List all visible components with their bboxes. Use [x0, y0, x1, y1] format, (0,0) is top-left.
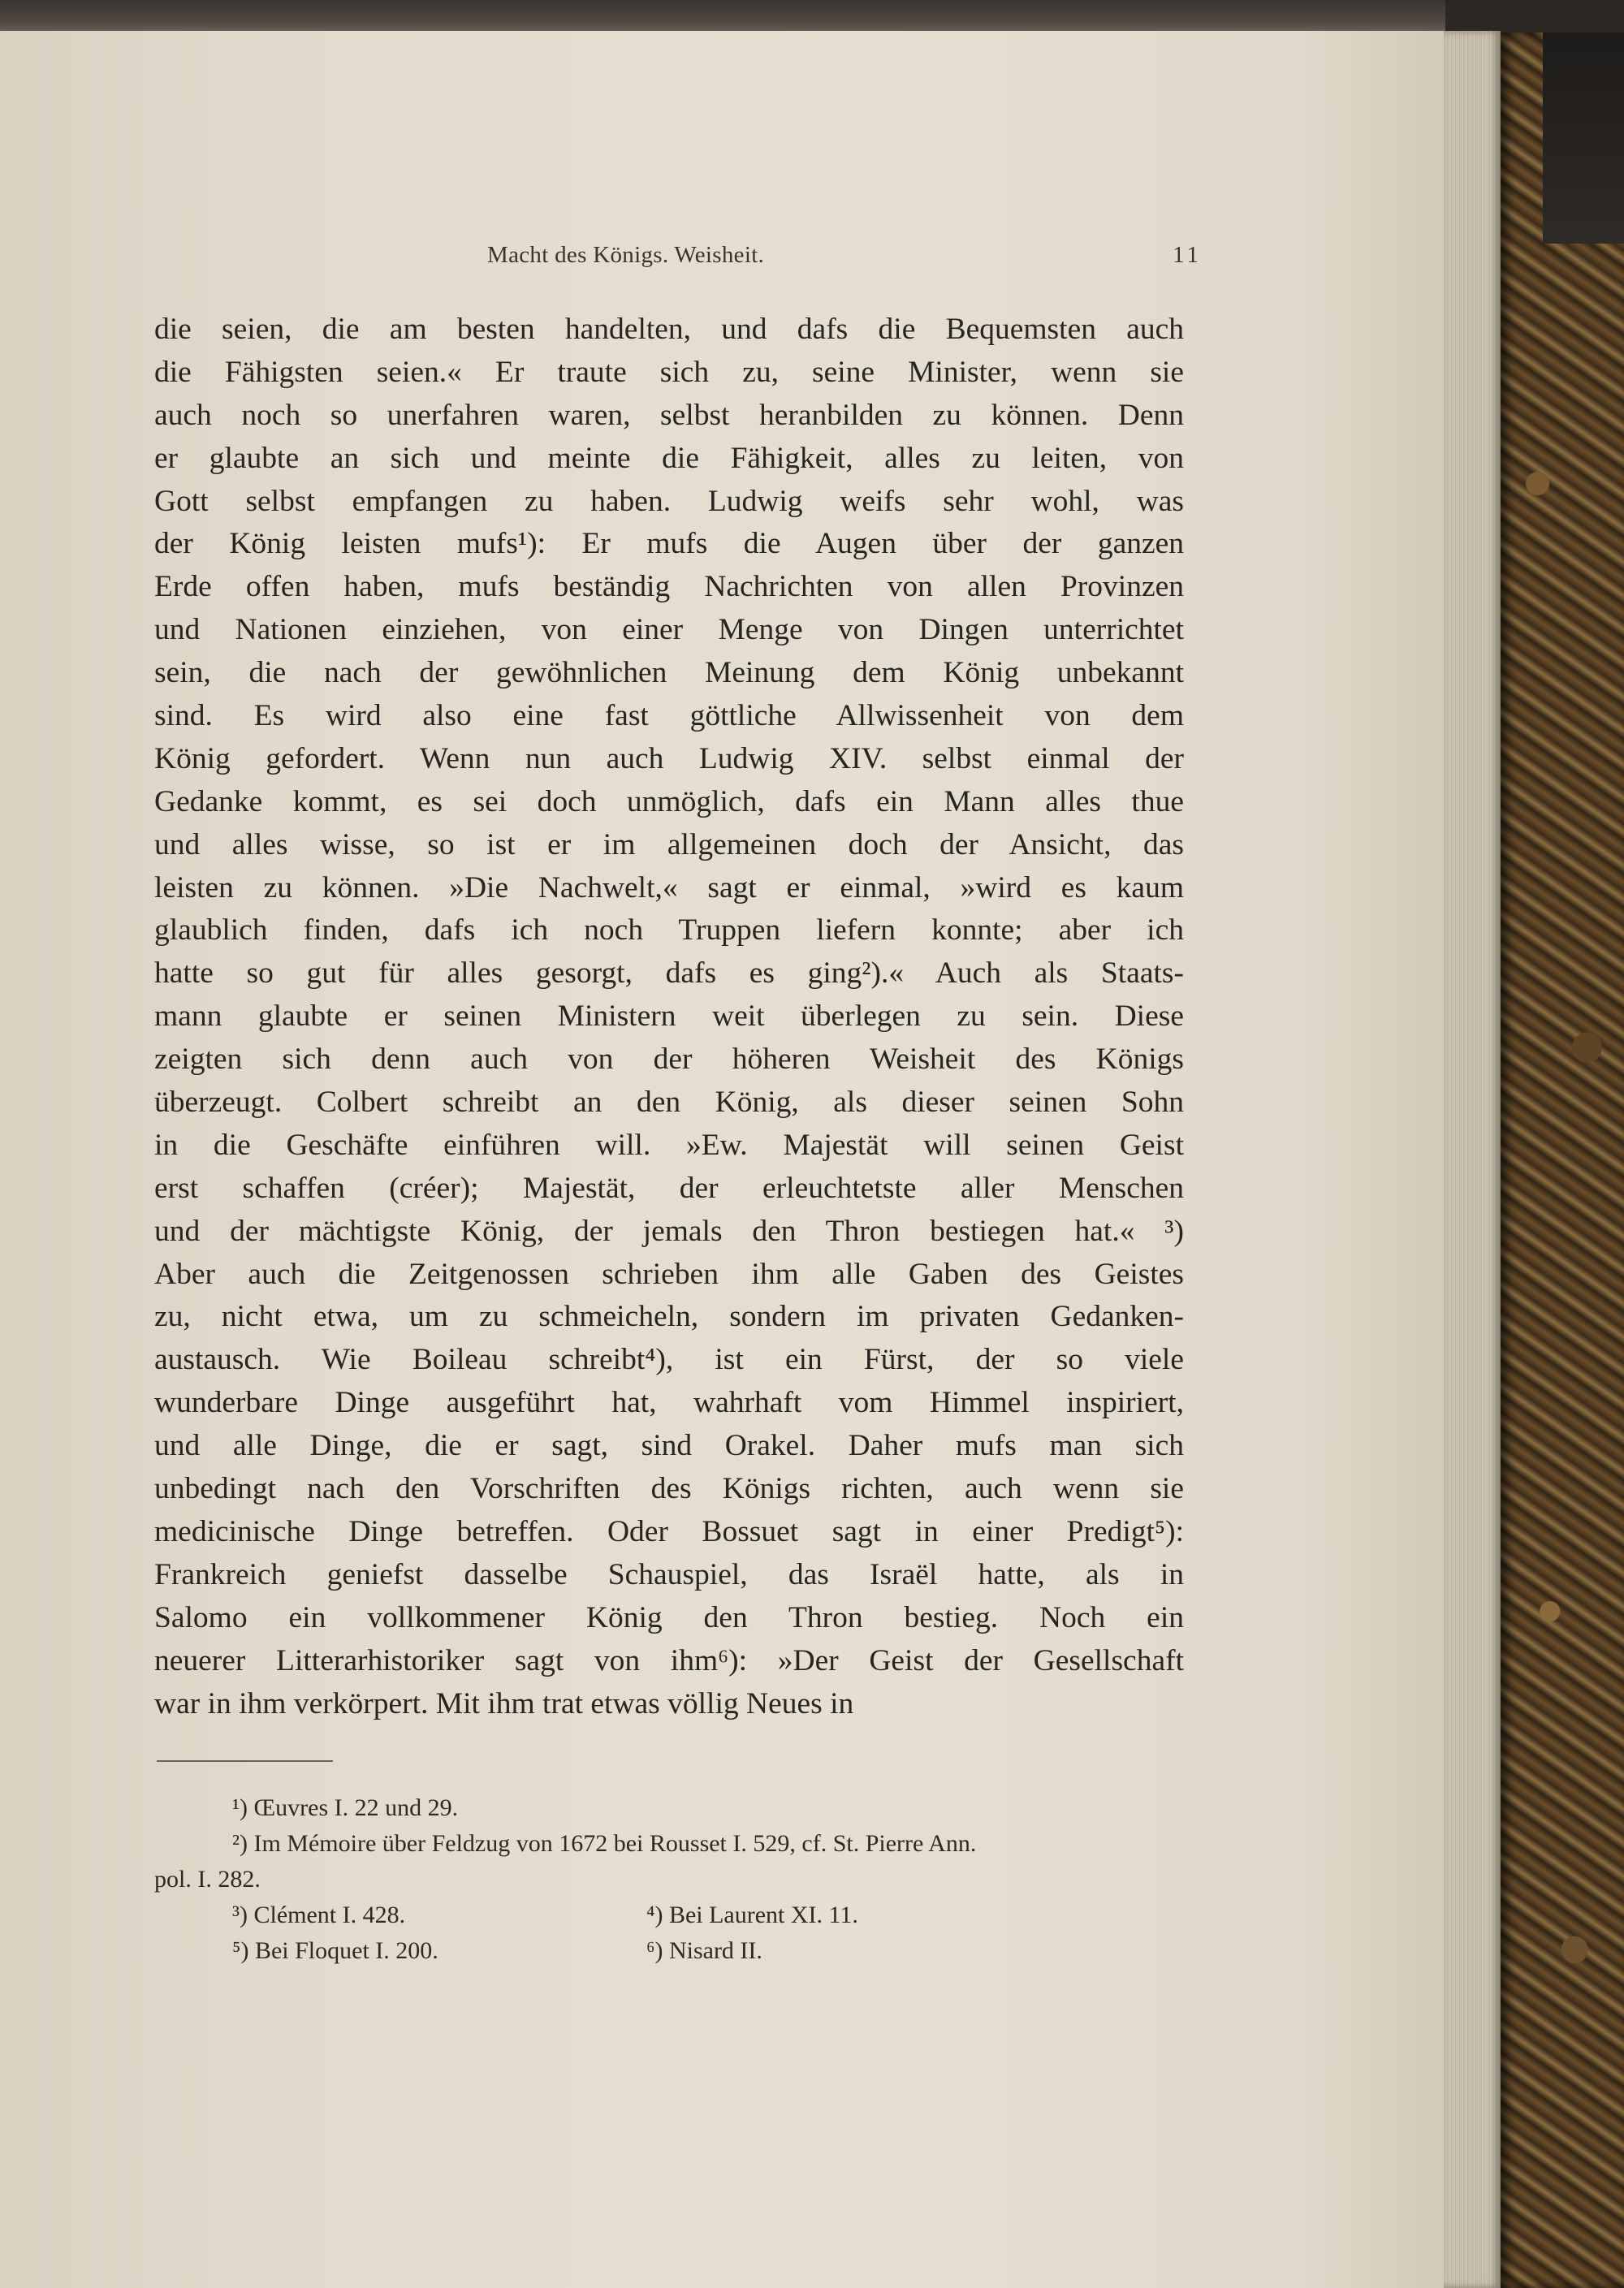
text-line: und Nationen einziehen, von einer Menge von Dingen unterrichtet	[154, 613, 1184, 647]
text-line: Frankreich geniefst dasselbe Schauspiel, das Israël hatte, als in	[154, 1557, 1184, 1591]
text-line: Gott selbst empfangen zu haben. Ludwig weifs sehr wohl, was	[154, 484, 1184, 518]
marbled-binding	[1501, 32, 1624, 2288]
text-line: Erde offen haben, mufs beständig Nachrichten von allen Provinzen	[154, 570, 1184, 604]
text-line: und alles wisse, so ist er im allgemeinen doch der Ansicht, das	[154, 827, 1184, 861]
text-line: Gedanke kommt, es sei doch unmöglich, dafs ein Mann alles thue	[154, 784, 1184, 818]
scan-top-edge	[0, 0, 1445, 34]
text-line: war in ihm verkörpert. Mit ihm trat etwas völlig Neues in	[154, 1686, 854, 1720]
footnote-2: ²) Im Mémoire über Feldzug von 1672 bei Rousset I. 529, cf. St. Pierre Ann.	[232, 1830, 977, 1857]
binding-spine-top	[1543, 32, 1624, 244]
text-line: der König leisten mufs¹): Er mufs die Augen über der ganzen	[154, 527, 1184, 561]
text-line: und alle Dinge, die er sagt, sind Orakel. Daher mufs man sich	[154, 1429, 1184, 1463]
page-number: 11	[1173, 242, 1202, 268]
text-line: mann glaubte er seinen Ministern weit überlegen zu sein. Diese	[154, 999, 1184, 1034]
footnote-1: ¹) Œuvres I. 22 und 29.	[232, 1794, 459, 1821]
text-line: hatte so gut für alles gesorgt, dafs es ging²).« Auch als Staats-	[154, 956, 1184, 991]
footnote-5: ⁵) Bei Floquet I. 200.	[232, 1937, 438, 1964]
running-title: Macht des Königs. Weisheit.	[487, 242, 765, 268]
footnote-2-continued: pol. I. 282.	[154, 1866, 261, 1893]
text-line: er glaubte an sich und meinte die Fähigkeit, alles zu leiten, von	[154, 441, 1184, 475]
text-line: austausch. Wie Boileau schreibt⁴), ist ein Fürst, der so viele	[154, 1343, 1184, 1377]
text-line: in die Geschäfte einführen will. »Ew. Majestät will seinen Geist	[154, 1128, 1184, 1162]
text-line: die seien, die am besten handelten, und dafs die Bequemsten auch	[154, 313, 1184, 346]
text-line: sind. Es wird also eine fast göttliche Allwissenheit von dem	[154, 699, 1184, 733]
text-line: auch noch so unerfahren waren, selbst heranbilden zu können. Denn	[154, 398, 1184, 432]
text-line: sein, die nach der gewöhnlichen Meinung dem König unbekannt	[154, 656, 1184, 690]
text-line: leisten zu können. »Die Nachwelt,« sagt er einmal, »wird es kaum	[154, 870, 1184, 904]
text-line: medicinische Dinge betreffen. Oder Bossuet sagt in einer Predigt⁵):	[154, 1514, 1184, 1548]
running-header	[154, 242, 1202, 274]
text-line: und der mächtigste König, der jemals den Thron bestiegen hat.« ³)	[154, 1214, 1184, 1248]
footnote-divider	[157, 1760, 333, 1762]
text-line: König gefordert. Wenn nun auch Ludwig XIV. selbst einmal der	[154, 741, 1184, 775]
text-line: zeigten sich denn auch von der höheren Weisheit des Königs	[154, 1043, 1184, 1077]
body-text	[154, 309, 1184, 1725]
text-line: die Fähigsten seien.« Er traute sich zu, seine Minister, wenn sie	[154, 355, 1184, 389]
text-line: Aber auch die Zeitgenossen schrieben ihm alle Gaben des Geistes	[154, 1257, 1184, 1291]
text-line: Salomo ein vollkommener König den Thron bestieg. Noch ein	[154, 1600, 1184, 1634]
footnote-3: ³) Clément I. 428.	[232, 1902, 406, 1928]
text-line: neuerer Litterarhistoriker sagt von ihm⁶): »Der Geist der Gesellschaft	[154, 1643, 1184, 1677]
footnote-4: ⁴) Bei Laurent XI. 11.	[646, 1902, 858, 1928]
text-line: unbedingt nach den Vorschriften des Königs richten, auch wenn sie	[154, 1472, 1184, 1506]
text-line: überzeugt. Colbert schreibt an den König, als dieser seinen Sohn	[154, 1086, 1184, 1120]
text-line: zu, nicht etwa, um zu schmeicheln, sondern im privaten Gedanken-	[154, 1300, 1184, 1334]
text-line: erst schaffen (créer); Majestät, der erleuchtetste aller Menschen	[154, 1171, 1184, 1205]
text-line: wunderbare Dinge ausgeführt hat, wahrhaft vom Himmel inspiriert,	[154, 1386, 1184, 1420]
footnote-6: ⁶) Nisard II.	[646, 1937, 762, 1964]
page-edges	[1444, 31, 1501, 2288]
text-line: glaublich finden, dafs ich noch Truppen liefern konnte; aber ich	[154, 913, 1184, 948]
